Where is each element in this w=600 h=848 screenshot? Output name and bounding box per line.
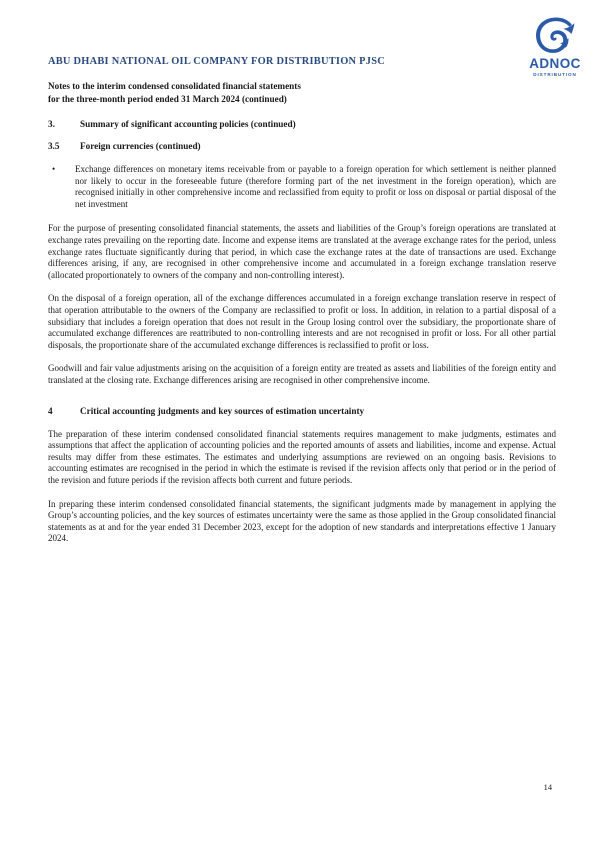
section-number-3-5: 3.5 [48, 141, 60, 152]
section-number-4: 4 [48, 405, 53, 416]
document-subtitle [48, 80, 556, 105]
document-body [48, 56, 556, 545]
adnoc-falcon-icon [529, 16, 581, 56]
logo-sub-wordmark: DISTRIBUTION [533, 71, 577, 77]
page-number: 14 [543, 783, 552, 792]
section-heading-4 [48, 406, 556, 418]
paragraph-preparation-estimates: The preparation of these interim condensed consolidated financial statements requires management to make judgments, estimates and assumptions that affect the application of accounting policies and the reported amounts of assets and liabilities, income and expense. Actual results may differ from these estimates. The estimates and underlying assumptions are reviewed on an ongoing basis. Revisions to accounting estimates are recognised in the period in which the estimate is revised if the revision affects only that period or in the period of the revision and future periods if the revision affects both current and future periods. [48, 428, 556, 485]
document-subtitle-line-1: Notes to the interim condensed consolidated financial statements [48, 81, 301, 92]
document-subtitle-line-2: for the three-month period ended 31 March 2024 (continued) [48, 93, 287, 104]
company-name-heading: ABU DHABI NATIONAL OIL COMPANY FOR DISTRIBUTION PJSC [48, 56, 385, 67]
list-item [48, 164, 556, 210]
section-heading-3-5 [48, 141, 556, 153]
paragraph-goodwill-fair-value: Goodwill and fair value adjustments arising on the acquisition of a foreign entity are treated as assets and liabilities of the foreign entity and translated at the closing rate. Exchange differences arising are recognised in other comprehensive income. [48, 363, 556, 385]
section-heading-3 [48, 119, 556, 131]
section-title-4: Critical accounting judgments and key sources of estimation uncertainty [80, 405, 365, 416]
section-title-3-5: Foreign currencies (continued) [80, 141, 201, 152]
section-title-3: Summary of significant accounting policies (continued) [80, 119, 296, 130]
logo-wordmark: ADNOC [529, 56, 581, 71]
bullet-text: Exchange differences on monetary items receivable from or payable to a foreign operation for which settlement is neither planned nor likely to occur in the foreseeable future (therefore forming part of the net investment in the foreign operation), which are recognised initially in other comprehensive income and reclassified from equity to profit or loss on disposal or partial disposal of the net investment [75, 164, 556, 209]
bullet-marker-icon: • [52, 164, 56, 175]
paragraph-significant-judgments: In preparing these interim condensed consolidated financial statements, the significant judgments made by management in applying the Group’s accounting policies, and the key sources of estimates uncertainty were the same as those applied in the Group consolidated financial statements as at and for the year ended 31 December 2023, except for the adoption of new standards and interpretations effective 1 January 2024. [48, 498, 556, 544]
paragraph-foreign-operations-translation: For the purpose of presenting consolidated financial statements, the assets and liabilities of the Group’s foreign operations are translated at exchange rates prevailing on the reporting date. Income and expense items are translated at the average exchange rates for the period, unless exchange rates fluctuate significantly during that period, in which case the exchange rates at the date of transactions are used. Exchange differences arising, if any, are recognised in other comprehensive income and accumulated in a foreign exchange translation reserve (allocated proportionately to owners of the company and non-controlling interest). [48, 223, 556, 280]
paragraph-disposal-foreign-operation: On the disposal of a foreign operation, all of the exchange differences accumulated in a foreign exchange translation reserve in respect of that operation attributable to the owners of the Company are reclassified to profit or loss. In addition, in relation to a partial disposal of a subsidiary that includes a foreign operation that does not result in the Group losing control over the subsidiary, the proportionate share of accumulated exchange differences are reattributed to non-controlling interests and are not recognised in profit or loss. For all other partial disposals, the proportionate share of the accumulated exchange differences is reclassified to profit or loss. [48, 293, 556, 350]
section-number-3: 3. [48, 119, 55, 130]
